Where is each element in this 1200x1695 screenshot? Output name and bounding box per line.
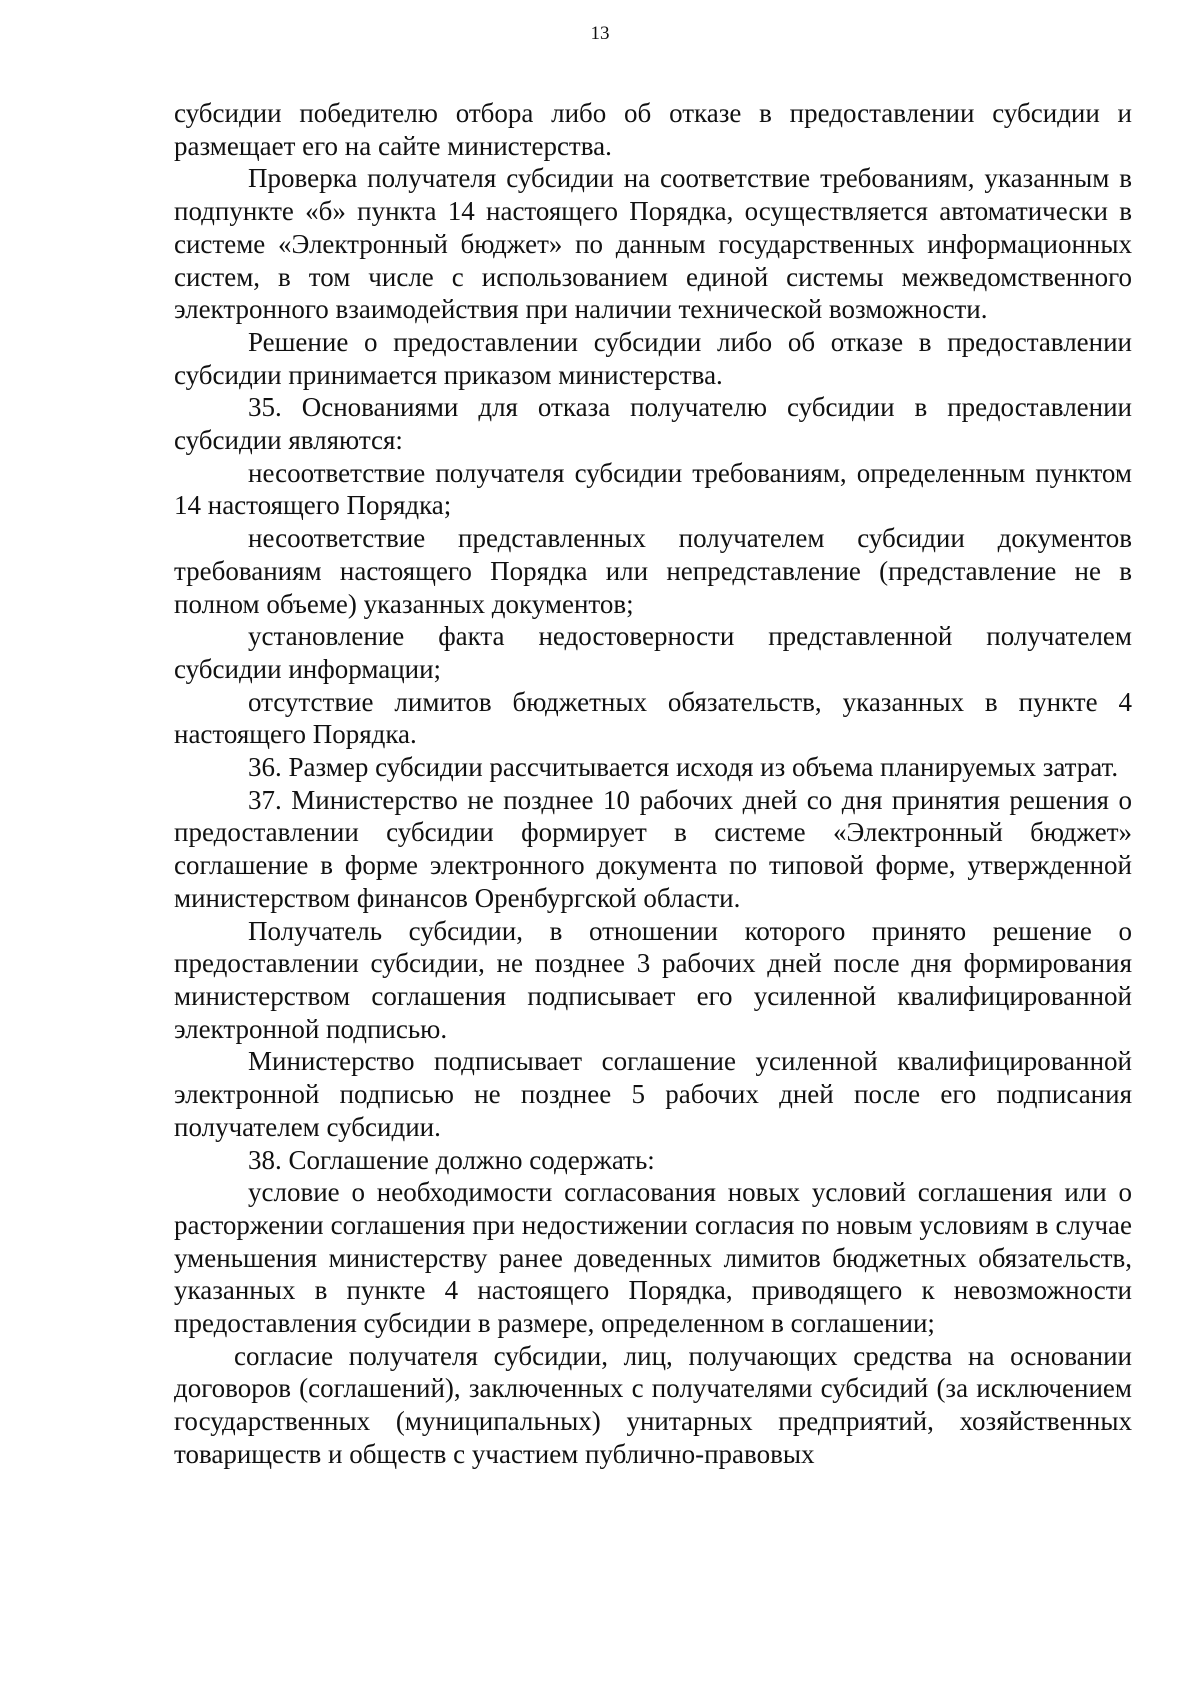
paragraph-refusal-ground-3: установление факта недостоверности представленной получателем субсидии информации;	[174, 621, 1132, 684]
paragraph-refusal-ground-4: отсутствие лимитов бюджетных обязательств, указанных в пункте 4 настоящего Порядка.	[174, 686, 1132, 750]
paragraph-continuation: субсидии победителю отбора либо об отказе в предоставлении субсидии и размещает его на сайте министерства.	[174, 98, 1132, 161]
page-number: 13	[590, 23, 610, 44]
paragraph-refusal-ground-1: несоответствие получателя субсидии требованиям, определенным пунктом 14 настоящего Порядка;	[174, 457, 1132, 521]
paragraph-item-36: 36. Размер субсидии рассчитывается исходя из объема планируемых затрат.	[248, 752, 1119, 783]
document-body	[174, 97, 1132, 1471]
paragraph-recipient-consent: согласие получателя субсидии, лиц, получающих средства на основании договоров (соглашений), заключенных с получателями субсидий (за исключением государственных (муниципальных) унитарных предприятий, хозяйственных товариществ и обществ с участием публично-правовых	[174, 1340, 1132, 1469]
paragraph-refusal-ground-2: несоответствие представленных получателем субсидии документов требованиям настоящего Порядка или непредставление (представление не в полном объеме) указанных документов;	[174, 523, 1132, 619]
paragraph-item-37: 37. Министерство не позднее 10 рабочих дней со дня принятия решения о предоставлении субсидии формирует в системе «Электронный бюджет» соглашение в форме электронного документа по типовой форме, утвержденной министерством финансов Оренбургской области.	[174, 784, 1132, 913]
paragraph-agreement-condition: условие о необходимости согласования новых условий соглашения или о расторжении соглашения при недостижении согласия по новым условиям в случае уменьшения министерству ранее доведенных лимитов бюджетных обязательств, указанных в пункте 4 настоящего Порядка, приводящего к невозможности предоставления субсидии в размере, определенном в соглашении;	[174, 1177, 1132, 1339]
paragraph-item-38: 38. Соглашение должно содержать:	[248, 1144, 655, 1175]
paragraph-ministry-signing: Министерство подписывает соглашение усиленной квалифицированной электронной подписью не позднее 5 рабочих дней после его подписания получателем субсидии.	[174, 1046, 1132, 1142]
paragraph-recipient-signing: Получатель субсидии, в отношении которого принято решение о предоставлении субсидии, не позднее 3 рабочих дней после дня формирования министерством соглашения подписывает его усиленной квалифицированной электронной подписью.	[174, 915, 1132, 1044]
paragraph-item-35: 35. Основаниями для отказа получателю субсидии в предоставлении субсидии являются:	[174, 392, 1132, 456]
paragraph-decision: Решение о предоставлении субсидии либо об отказе в предоставлении субсидии принимается приказом министерства.	[174, 326, 1132, 390]
paragraph-verification: Проверка получателя субсидии на соответствие требованиям, указанным в подпункте «б» пункта 14 настоящего Порядка, осуществляется автоматически в системе «Электронный бюджет» по данным государственных информационных систем, в том числе с использованием единой системы межведомственного электронного взаимодействия при наличии технической возможности.	[174, 163, 1132, 325]
